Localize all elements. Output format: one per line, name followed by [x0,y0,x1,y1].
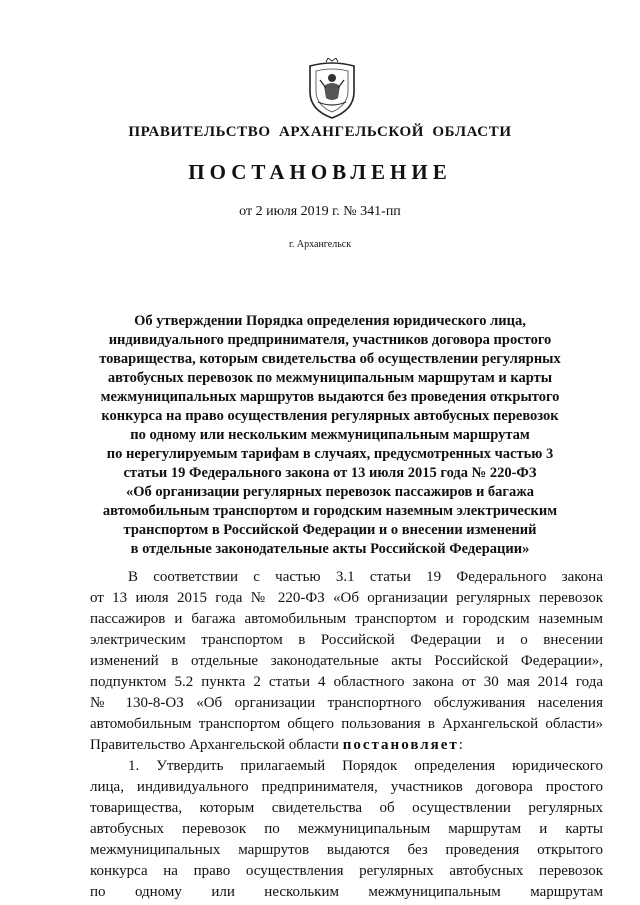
decree-prefix: Правительство Архангельской области [90,737,343,753]
heading-line: в отдельные законодательные акты Российской Федерации» [130,541,530,557]
heading-line: «Об организации регулярных перевозок пассажиров и багажа [125,484,535,500]
coat-of-arms-icon [304,58,360,120]
heading-line: автомобильным транспортом и городским наземным электрическим [102,503,558,519]
body-line: изменений в отдельные законодательные акты Российской Федерации», [90,653,603,669]
heading-line: по нерегулируемым тарифам в случаях, предусмотренных частью 3 [106,446,554,462]
decree-suffix: : [458,737,463,753]
document-kind: ПОСТАНОВЛЕНИЕ [188,160,452,184]
body-line [90,735,603,756]
document-heading [80,312,580,559]
heading-line: индивидуального предпринимателя, участников договора простого [108,332,552,348]
body-line: по одному или нескольким межмуниципальным маршрутам [90,884,603,900]
heading-line: товарищества, которым свидетельства об осуществлении регулярных [99,351,561,367]
heading-line: конкурса на право осуществления регулярных автобусных перевозок [101,408,559,424]
heading-line: по одному или нескольким межмуниципальным маршрутам [130,427,530,443]
body-line: автобусных перевозок по межмуниципальным маршрутам и карты [90,821,603,837]
decree-word: постановляет [342,737,459,753]
body-line: от 13 июля 2015 года № 220-ФЗ «Об организации регулярных перевозок [90,590,603,606]
document-date-number: от 2 июля 2019 г. № 341-пп [239,204,401,219]
body-line: межмуниципальных маршрутов выдаются без проведения открытого [90,842,603,858]
document-city: г. Архангельск [288,239,352,250]
document-body [90,567,603,903]
body-line: В соответствии с частью 3.1 статьи 19 Федерального закона [128,569,603,585]
body-line: пассажиров и багажа автомобильным транспортом и городским наземным [90,611,603,627]
government-name: ПРАВИТЕЛЬСТВО АРХАНГЕЛЬСКОЙ ОБЛАСТИ [128,124,512,140]
body-line: № 130-8-ОЗ «Об организации транспортного обслуживания населения [90,695,603,711]
heading-line: автобусных перевозок по межмуниципальным маршрутам и карты [107,370,553,386]
body-line: товарищества, которым свидетельства об осуществлении регулярных [90,800,603,816]
body-line: конкурса на право осуществления регулярных автобусных перевозок [90,863,603,879]
body-line: электрическим транспортом в Российской Федерации и о внесении [90,632,603,648]
body-line: лица, индивидуального предпринимателя, участников договора простого [90,779,603,795]
body-line: автомобильным транспортом общего пользования в Архангельской области» [90,716,603,732]
body-line: подпунктом 5.2 пункта 2 статьи 4 областного закона от 30 мая 2014 года [90,674,603,690]
heading-line: транспортом в Российской Федерации и о внесении изменений [123,522,537,538]
body-line: 1. Утвердить прилагаемый Порядок определения юридического [128,758,603,774]
heading-line: межмуниципальных маршрутов выдаются без проведения открытого [100,389,560,405]
heading-line: Об утверждении Порядка определения юридического лица, [134,313,526,329]
heading-line: статьи 19 Федерального закона от 13 июля 2015 года № 220-ФЗ [123,465,537,481]
